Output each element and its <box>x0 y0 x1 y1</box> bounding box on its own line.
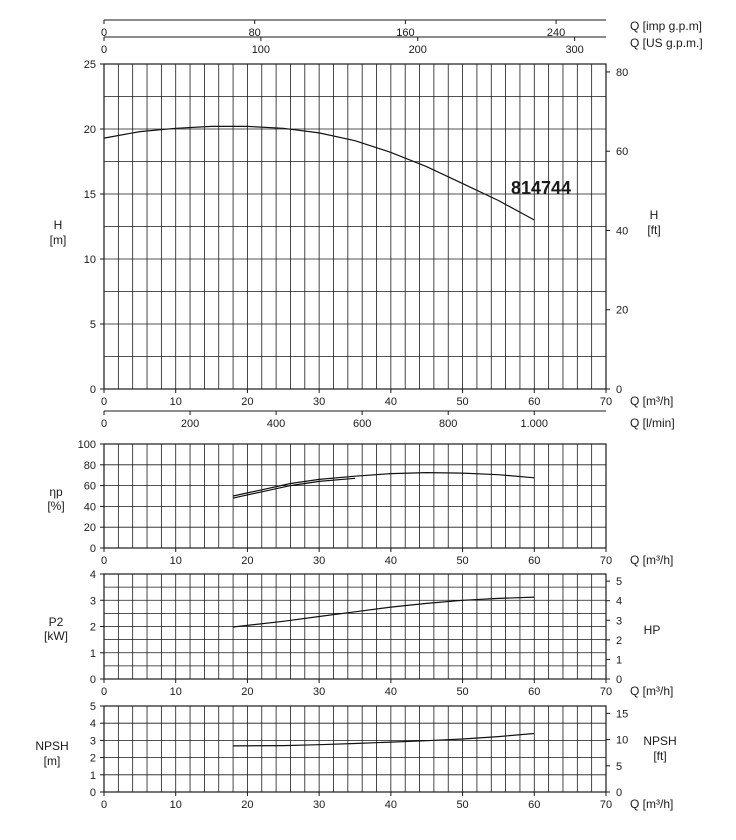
hp-tick-label: 0 <box>616 674 623 686</box>
power-x-tick-label: 30 <box>313 686 326 698</box>
head-x-tick-label: 70 <box>599 396 613 408</box>
head-ft-unit: [ft] <box>647 223 661 237</box>
head-ft-tick-label: 80 <box>616 66 629 79</box>
eff-x-tick-label: 20 <box>241 555 254 567</box>
head-ft-title: H <box>649 208 659 222</box>
npsh-y-tick-label: 4 <box>89 718 96 731</box>
eff-x-tick-label: 70 <box>599 555 613 567</box>
lmin-axis-title: Q [l/min] <box>630 416 675 430</box>
hp-tick-label: 4 <box>616 595 623 608</box>
head-x-tick-label: 0 <box>100 396 108 408</box>
usgpm-tick-label: 0 <box>100 44 108 56</box>
eff-y-tick-label: 0 <box>89 543 96 555</box>
usgpm-tick-label: 100 <box>251 44 271 56</box>
npsh-y-tick-label: 2 <box>89 752 96 765</box>
eff-y-tick-label: 80 <box>83 459 96 472</box>
power-x-tick-label: 60 <box>528 686 541 698</box>
head-m-unit: [m] <box>49 233 67 247</box>
eff-x-tick-label: 40 <box>384 555 397 567</box>
head-ft-tick-label: 40 <box>616 225 629 238</box>
lmin-tick-label: 400 <box>266 418 286 430</box>
npsh-ft-tick-label: 5 <box>616 760 623 773</box>
hp-tick-label: 1 <box>616 654 623 667</box>
npsh-ft-title: NPSH <box>643 734 677 748</box>
power-x-tick-label: 50 <box>456 686 469 698</box>
npsh-x-tick-label: 70 <box>599 799 613 811</box>
lmin-tick-label: 200 <box>180 418 200 430</box>
eff-y-tick-label: 60 <box>83 480 96 493</box>
npsh-y-tick-label: 0 <box>89 787 96 799</box>
head-y-tick-label: 5 <box>89 319 96 331</box>
power-y-tick-label: 0 <box>89 674 96 686</box>
head-ft-tick-label: 0 <box>616 384 623 396</box>
npsh-ft-unit: [ft] <box>653 749 667 763</box>
power-y-tick-label: 3 <box>89 595 96 608</box>
eff-x-tick-label: 60 <box>528 555 541 567</box>
lmin-tick-label: 800 <box>439 418 458 430</box>
npsh-series-line <box>233 734 534 746</box>
power-unit: [kW] <box>44 629 68 643</box>
eff-series-line <box>233 473 534 496</box>
head-y-tick-label: 15 <box>83 189 96 201</box>
eff-y-tick-label: 40 <box>83 501 96 514</box>
head-x-tick-label: 40 <box>384 396 397 408</box>
imp-axis-title: Q [imp g.p.m] <box>630 19 703 33</box>
eff-unit: [%] <box>47 499 65 513</box>
power-y-tick-label: 1 <box>89 647 96 660</box>
head-m-title: H <box>53 218 63 232</box>
power-x-axis-title: Q [m³/h] <box>630 684 674 698</box>
head-x-tick-label: 60 <box>528 396 541 408</box>
npsh-x-tick-label: 60 <box>528 799 541 811</box>
eff-x-axis-title: Q [m³/h] <box>630 553 674 567</box>
head-ft-tick-label: 60 <box>616 146 629 159</box>
npsh-x-tick-label: 30 <box>313 799 326 811</box>
power-title: P2 <box>48 615 64 629</box>
hp-tick-label: 5 <box>616 576 623 589</box>
head-x-tick-label: 10 <box>169 396 182 408</box>
plot-frame <box>104 706 606 792</box>
grid-lines <box>104 444 606 548</box>
power-x-tick-label: 0 <box>100 686 108 698</box>
power-y-tick-label: 2 <box>89 621 96 634</box>
usgpm-tick-label: 200 <box>408 44 427 56</box>
plot-frame <box>104 444 606 548</box>
npsh-x-tick-label: 40 <box>384 799 397 811</box>
imp-tick-label: 80 <box>248 27 261 39</box>
eff-y-tick-label: 20 <box>83 522 96 535</box>
eff-x-tick-label: 0 <box>100 555 108 567</box>
npsh-m-title: NPSH <box>35 739 69 753</box>
head-x-axis-title: Q [m³/h] <box>630 394 674 408</box>
npsh-y-tick-label: 3 <box>89 735 96 748</box>
hp-tick-label: 2 <box>616 634 623 647</box>
grid-lines <box>104 574 606 679</box>
hp-title: HP <box>643 623 661 637</box>
npsh-x-tick-label: 10 <box>169 799 182 811</box>
head-ft-tick-label: 20 <box>616 304 629 317</box>
power-x-tick-label: 20 <box>241 686 254 698</box>
power-x-tick-label: 70 <box>599 686 613 698</box>
eff-x-tick-label: 10 <box>169 555 182 567</box>
head-x-tick-label: 50 <box>456 396 469 408</box>
imp-tick-label: 240 <box>546 27 566 39</box>
head-y-tick-label: 10 <box>83 254 96 266</box>
npsh-x-axis-title: Q [m³/h] <box>630 797 674 811</box>
grid-lines <box>104 706 606 792</box>
grid-lines <box>104 64 606 389</box>
lmin-tick-label: 600 <box>352 418 372 430</box>
eff-x-tick-label: 50 <box>456 555 469 567</box>
npsh-x-tick-label: 50 <box>456 799 469 811</box>
usgpm-axis-title: Q [US g.p.m.] <box>630 36 703 50</box>
eff-series-band <box>233 478 355 498</box>
npsh-ft-tick-label: 15 <box>616 708 629 721</box>
npsh-m-unit: [m] <box>43 754 61 768</box>
eff-title: ηp <box>49 485 63 499</box>
eff-y-tick-label: 100 <box>77 439 96 451</box>
npsh-ft-tick-label: 0 <box>616 787 623 799</box>
npsh-ft-tick-label: 10 <box>616 734 629 747</box>
npsh-y-tick-label: 1 <box>89 769 96 782</box>
head-x-tick-label: 20 <box>241 396 254 408</box>
power-y-tick-label: 4 <box>89 569 96 581</box>
head-x-tick-label: 30 <box>313 396 326 408</box>
head-y-tick-label: 25 <box>83 59 96 71</box>
hp-tick-label: 3 <box>616 615 623 628</box>
npsh-y-tick-label: 5 <box>89 701 96 713</box>
eff-x-tick-label: 30 <box>313 555 326 567</box>
usgpm-tick-label: 300 <box>565 44 584 56</box>
imp-tick-label: 0 <box>100 27 108 39</box>
npsh-x-tick-label: 20 <box>241 799 254 811</box>
head-y-tick-label: 20 <box>83 124 96 136</box>
lmin-tick-label: 0 <box>100 418 108 430</box>
head-y-tick-label: 0 <box>89 384 96 396</box>
model-label: 814744 <box>510 178 572 198</box>
power-series-line <box>233 597 534 627</box>
lmin-tick-label: 1.000 <box>520 418 549 430</box>
imp-tick-label: 160 <box>396 27 415 39</box>
npsh-x-tick-label: 0 <box>100 799 108 811</box>
power-x-tick-label: 10 <box>169 686 182 698</box>
power-x-tick-label: 40 <box>384 686 397 698</box>
